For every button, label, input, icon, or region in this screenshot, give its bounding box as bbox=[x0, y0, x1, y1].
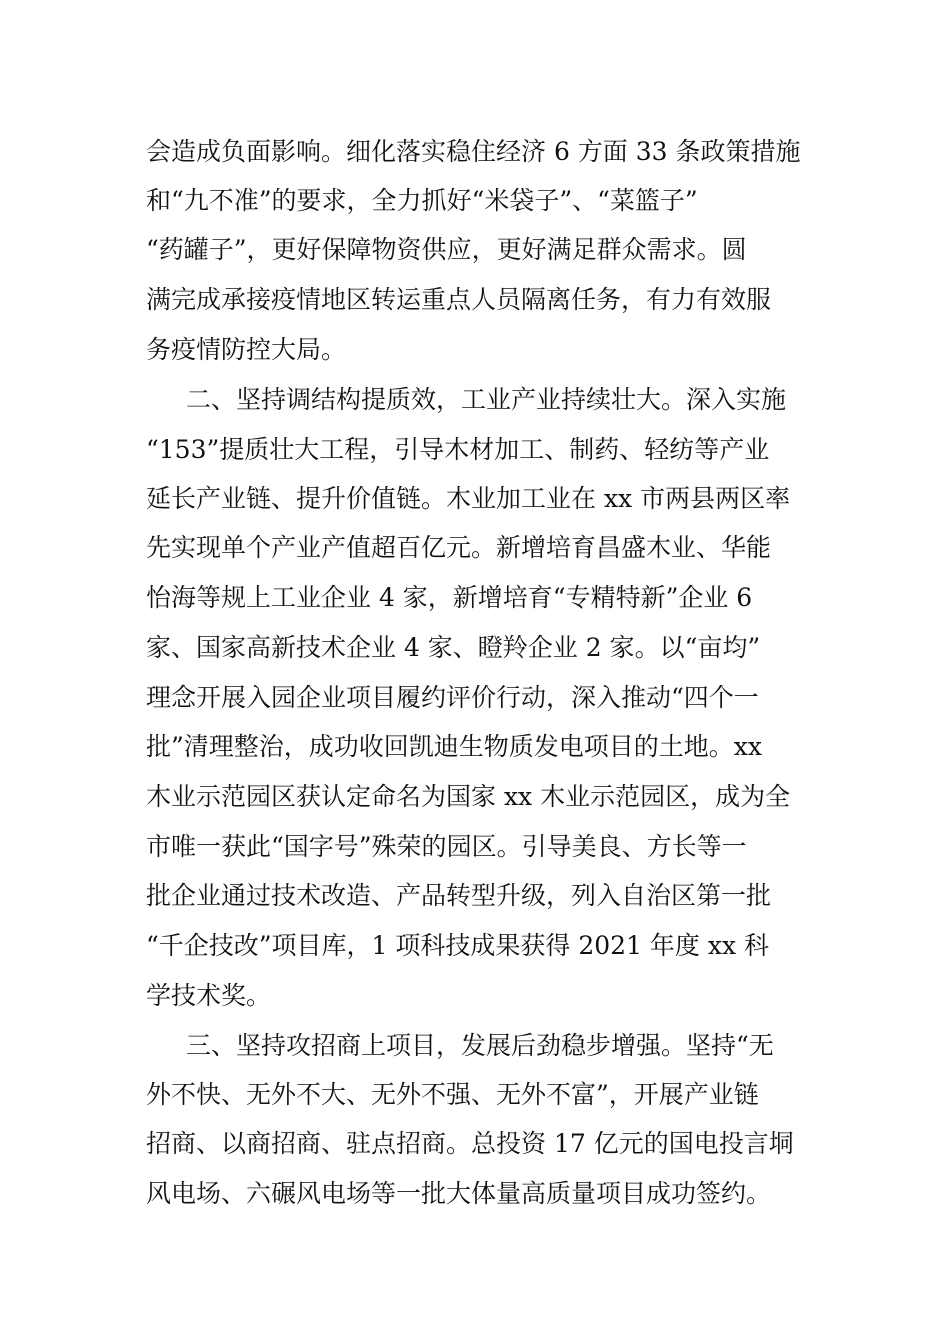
text-line: 怡海等规上工业企业 4 家，新增培育“专精特新”企业 6 bbox=[146, 583, 753, 612]
text-line: 和“九不准”的要求，全力抓好“米袋子”、“菜篮子” bbox=[146, 186, 698, 215]
text-line: 木业示范园区获认定命名为国家 xx 木业示范园区，成为全 bbox=[146, 782, 791, 811]
text-line: 学技术奖。 bbox=[146, 981, 272, 1010]
text-line: 理念开展入园企业项目履约评价行动，深入推动“四个一 bbox=[146, 683, 759, 712]
text-line: 先实现单个产业产值超百亿元。新增培育昌盛木业、华能 bbox=[146, 533, 772, 562]
text-line: 会造成负面影响。细化落实稳住经济 6 方面 33 条政策措施 bbox=[146, 137, 801, 166]
text-line: “153”提质壮大工程，引导木材加工、制药、轻纺等产业 bbox=[146, 435, 770, 464]
section-heading-line: 二、坚持调结构提质效，工业产业持续壮大。深入实施 bbox=[186, 385, 787, 414]
text-line: 家、国家高新技术企业 4 家、瞪羚企业 2 家。以“亩均” bbox=[146, 633, 761, 662]
text-line: 延长产业链、提升价值链。木业加工业在 xx 市两县两区率 bbox=[146, 484, 791, 513]
text-line: 风电场、六碾风电场等一批大体量高质量项目成功签约。 bbox=[146, 1179, 772, 1208]
text-line: 批”清理整治，成功收回凯迪生物质发电项目的土地。xx bbox=[146, 732, 762, 761]
text-line: “千企技改”项目库，1 项科技成果获得 2021 年度 xx 科 bbox=[146, 931, 770, 960]
text-line: 务疫情防控大局。 bbox=[146, 335, 347, 364]
text-line: “药罐子”，更好保障物资供应，更好满足群众需求。圆 bbox=[146, 235, 747, 264]
text-line: 招商、以商招商、驻点招商。总投资 17 亿元的国电投言垌 bbox=[146, 1129, 794, 1158]
text-line: 市唯一获此“国字号”殊荣的园区。引导美良、方长等一 bbox=[146, 832, 747, 861]
text-line: 外不快、无外不大、无外不强、无外不富”，开展产业链 bbox=[146, 1080, 759, 1109]
text-line: 批企业通过技术改造、产品转型升级，列入自治区第一批 bbox=[146, 881, 772, 910]
text-line: 满完成承接疫情地区转运重点人员隔离任务，有力有效服 bbox=[146, 285, 772, 314]
section-heading-line: 三、坚持攻招商上项目，发展后劲稳步增强。坚持“无 bbox=[186, 1031, 774, 1060]
